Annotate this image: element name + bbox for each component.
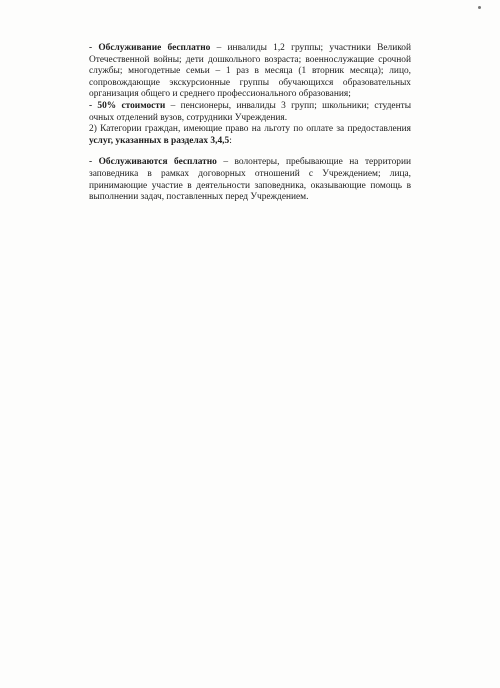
paragraph-half-price-lead: - 50% стоимости [89,100,166,111]
document-body [89,43,411,204]
paragraph-categories-bold: услуг, указанных в разделах 3,4,5 [89,135,230,146]
paragraph-volunteers [89,157,411,203]
paragraph-volunteers-text: – волонтеры, пребывающие на территории заповедника в рамках договорных отношений с Учреждением; лица, принимающие участие в деятельности заповедника, оказывающие помощь в выполнении задач, поставленных перед Учреждением. [89,157,411,203]
paragraph-free-service-lead: - Обслуживание бесплатно [89,43,211,53]
paragraph-half-price-text: – пенсионеры, инвалиды 3 групп; школьники; студенты очных отделений вузов, сотрудники Учреждения. [89,100,411,123]
paragraph-half-price [89,101,411,124]
paragraph-categories-tail: : [229,135,232,146]
scan-speck [478,6,481,9]
paragraph-free-service [89,43,411,101]
paragraph-categories [89,124,411,147]
paragraph-free-service-text: – инвалиды 1,2 группы; участники Великой Отечественной войны; дети дошкольного возраста; военнослужащие срочной службы; многодетные семьи – 1 раз в месяца (1 вторник месяца); лицо, сопровождающие экскурсионные группы обучающихся образовательных организация общего и среднего профессионального образования; [89,43,411,100]
paragraph-spacer [89,147,411,157]
paragraph-categories-text: 2) Категории граждан, имеющие право на льготу по оплате за предоставления [89,124,411,135]
paragraph-volunteers-lead: - Обслуживаются бесплатно [89,157,217,168]
